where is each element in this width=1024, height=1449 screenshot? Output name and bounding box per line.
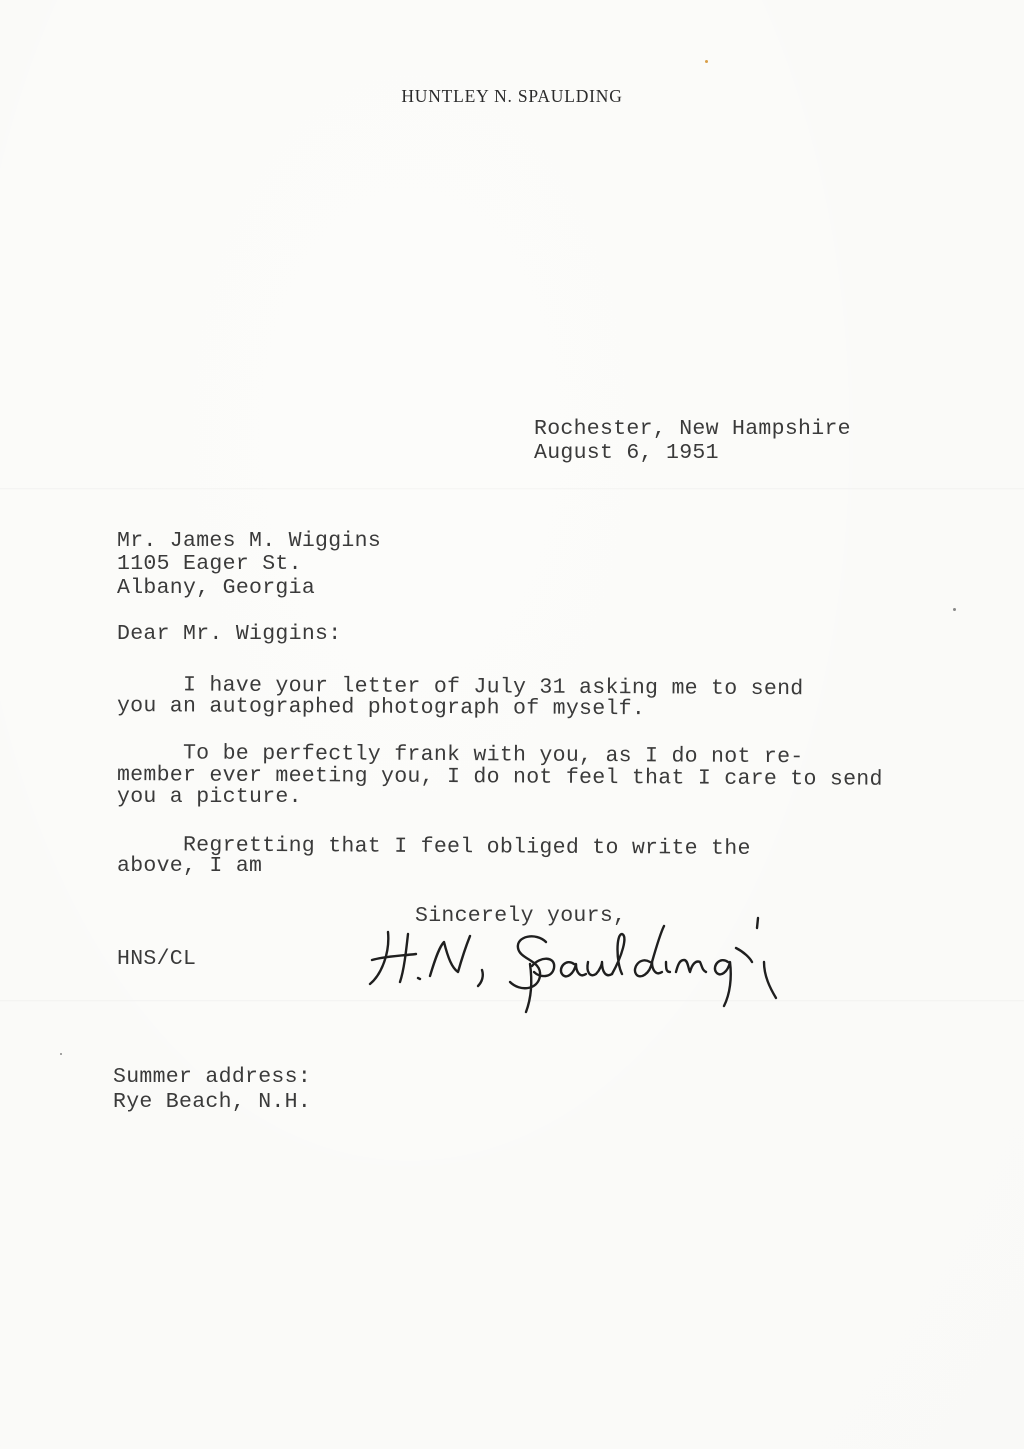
summer-address-label: Summer address:	[113, 1065, 312, 1089]
body-paragraph-2-line-1: To be perfectly frank with you, as I do not re-	[116, 741, 804, 770]
handwritten-signature	[360, 912, 810, 1022]
closing: Sincerely yours,	[415, 904, 627, 928]
salutation: Dear Mr. Wiggins:	[117, 622, 342, 646]
summer-address: Rye Beach, N.H.	[113, 1090, 312, 1114]
body-paragraph-1-line-2: you an autographed photograph of myself.	[116, 694, 646, 722]
paper-speck	[953, 608, 956, 611]
letterhead: HUNTLEY N. SPAULDING	[401, 86, 623, 106]
paper-speck	[60, 1053, 62, 1055]
date-line: August 6, 1951	[534, 441, 719, 465]
body-paragraph-2-line-2: member ever meeting you, I do not feel that I care to send	[116, 763, 883, 792]
body-paragraph-2-line-3: you a picture.	[117, 785, 302, 809]
body-paragraph-3-line-2: above, I am	[117, 854, 263, 878]
recipient-city: Albany, Georgia	[117, 576, 316, 600]
paper-speck	[705, 60, 708, 63]
paper-fold	[0, 488, 1024, 490]
place-line: Rochester, New Hampshire	[534, 417, 851, 441]
recipient-street: 1105 Eager St.	[117, 552, 302, 576]
typist-initials: HNS/CL	[117, 947, 197, 971]
recipient-name: Mr. James M. Wiggins	[117, 529, 382, 553]
body-paragraph-3-line-1: Regretting that I feel obliged to write the	[116, 833, 751, 861]
body-paragraph-1-line-1: I have your letter of July 31 asking me to send	[116, 673, 804, 702]
